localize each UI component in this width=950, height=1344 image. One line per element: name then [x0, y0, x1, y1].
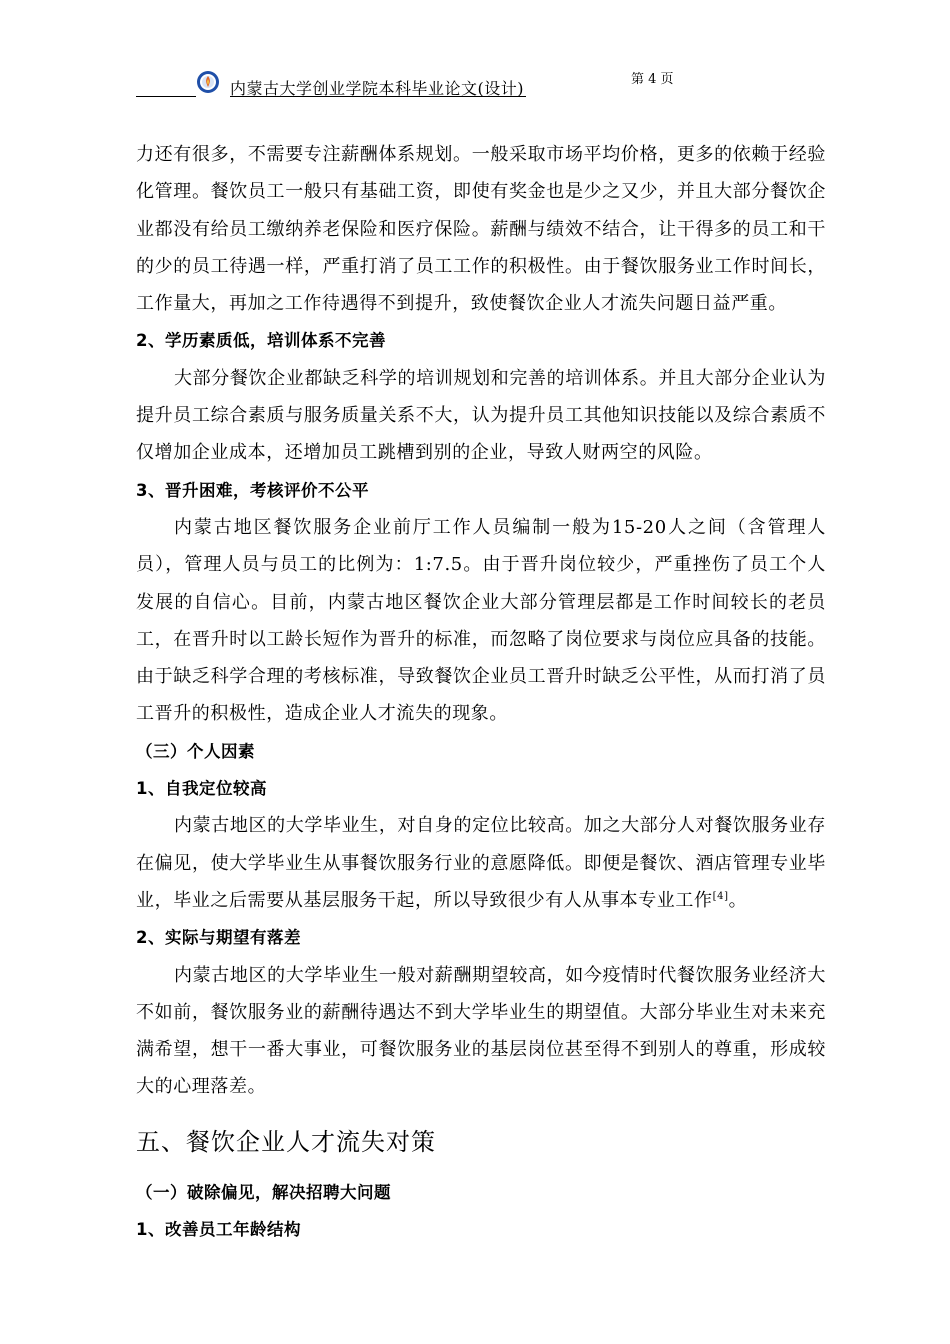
paragraph-1: 力还有很多，不需要专注薪酬体系规划。一般采取市场平均价格，更多的依赖于经验化管理。餐饮员工一般只有基础工资，即使有奖金也是少之又少，并且大部分餐饮企业都没有给员工缴纳养老保险和医疗保险。薪酬与绩效不结合，让干得多的员工和干的少的员工待遇一样，严重打消了员工工作的积极性。由于餐饮服务业工作时间长，工作量大，再加之工作待遇得不到提升，致使餐饮企业人才流失问题日益严重。 — [136, 144, 826, 315]
paragraph-4-text: 内蒙古地区的大学毕业生，对自身的定位比较高。加之大部分人对餐饮服务业存在偏见，使大学毕业生从事餐饮服务行业的意愿降低。即便是餐饮、酒店管理专业毕业，毕业之后需要从基层服务干起，所以导致很少有人从事本专业工作 — [136, 815, 826, 911]
university-logo-icon — [196, 70, 220, 94]
citation-ref: [4] — [712, 890, 729, 902]
subheading-self-positioning: 1、自我定位较高 — [136, 779, 267, 799]
paragraph-2: 大部分餐饮企业都缺乏科学的培训规划和完善的培训体系。并且大部分企业认为提升员工综合素质与服务质量关系不大，认为提升员工其他知识技能以及综合素质不仅增加企业成本，还增加员工跳槽到别的企业，导致人财两空的风险。 — [136, 367, 826, 464]
subheading-training: 2、学历素质低，培训体系不完善 — [136, 331, 386, 351]
body-content — [136, 136, 826, 1248]
header-rule-left — [136, 96, 196, 97]
page-number: 第 4 页 — [631, 72, 674, 87]
paragraph-4-end: 。 — [728, 889, 748, 911]
paragraph-4 — [136, 807, 826, 919]
chapter-heading: 五、餐饮企业人才流失对策 — [136, 1127, 436, 1156]
subheading-expectation-gap: 2、实际与期望有落差 — [136, 928, 301, 948]
header-title: 内蒙古大学创业学院本科毕业论文(设计) — [230, 79, 524, 98]
subheading-promotion: 3、晋升困难，考核评价不公平 — [136, 480, 369, 500]
page-header — [136, 66, 816, 100]
subheading-age-structure: 1、改善员工年龄结构 — [136, 1220, 301, 1240]
paragraph-3: 内蒙古地区餐饮服务企业前厅工作人员编制一般为15-20人之间（含管理人员），管理人员与员工的比例为：1:7.5。由于晋升岗位较少，严重挫伤了员工个人发展的自信心。目前，内蒙古地区餐饮企业大部分管理层都是工作时间较长的老员工，在晋升时以工龄长短作为晋升的标准，而忽略了岗位要求与岗位应具备的技能。由于缺乏科学合理的考核标准，导致餐饮企业员工晋升时缺乏公平性，从而打消了员工晋升的积极性，造成企业人才流失的现象。 — [136, 516, 826, 725]
section-heading-recruitment: （一）破除偏见，解决招聘大问题 — [136, 1182, 391, 1202]
paragraph-5: 内蒙古地区的大学毕业生一般对薪酬期望较高，如今疫情时代餐饮服务业经济大不如前，餐饮服务业的薪酬待遇达不到大学毕业生的期望值。大部分毕业生对未来充满希望，想干一番大事业，可餐饮服务业的基层岗位甚至得不到别人的尊重，形成较大的心理落差。 — [136, 964, 826, 1098]
section-heading-personal: （三）个人因素 — [136, 741, 255, 761]
